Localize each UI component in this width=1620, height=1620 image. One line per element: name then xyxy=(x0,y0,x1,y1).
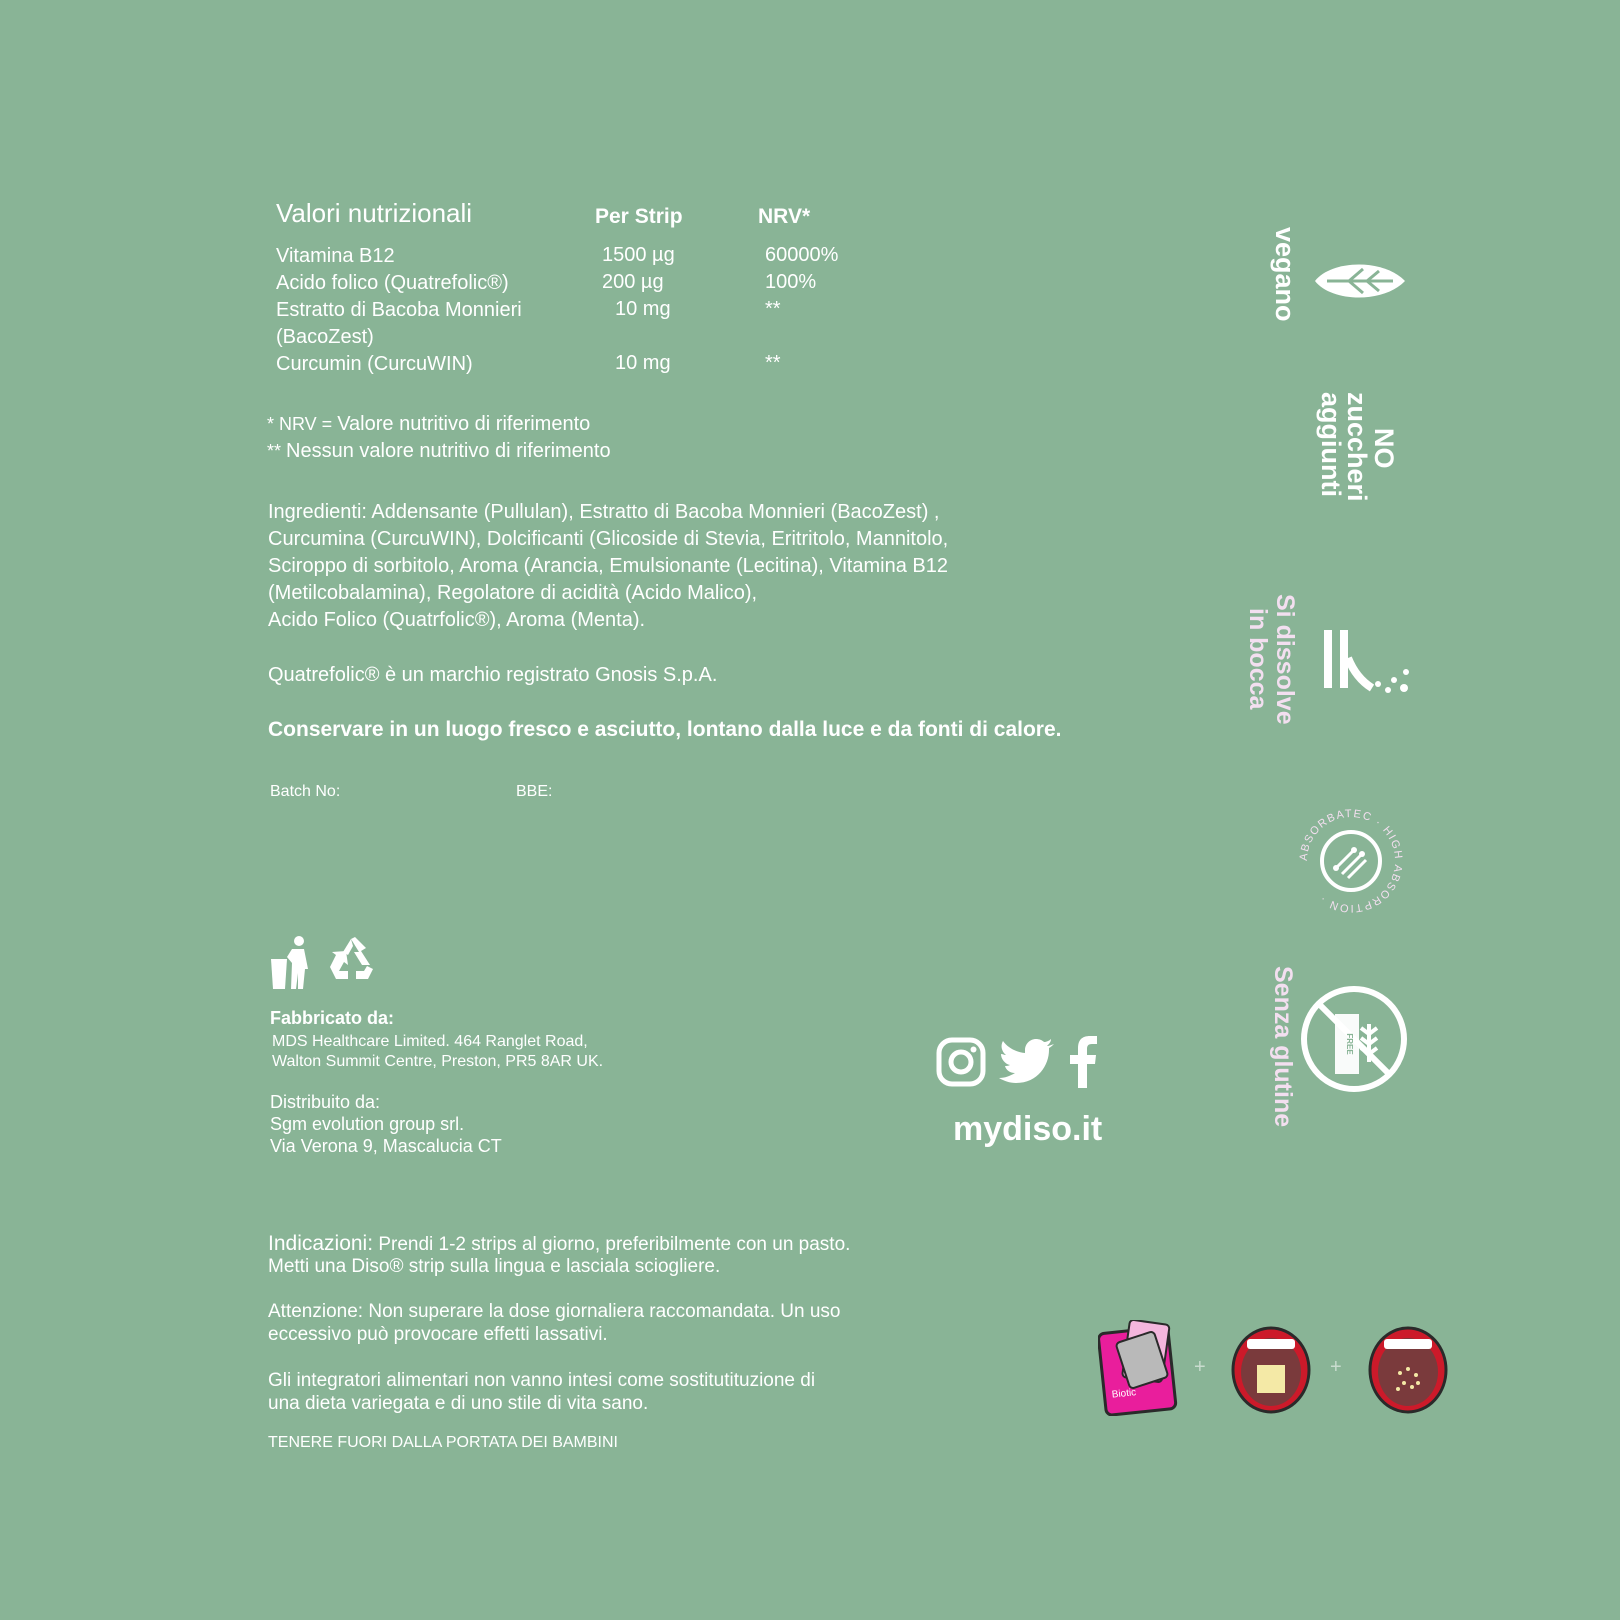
nutrient-nrv: 60000% xyxy=(765,244,839,266)
nutrient-strip: 1500 µg xyxy=(602,244,675,266)
nutrient-nrv: ** xyxy=(765,298,781,320)
facebook-icon[interactable] xyxy=(1068,1036,1098,1088)
twitter-icon[interactable] xyxy=(998,1038,1056,1086)
no-sugar-line: NO xyxy=(1369,428,1399,469)
plus-sign: + xyxy=(1194,1356,1206,1378)
free-tag: FREE xyxy=(1345,1033,1354,1055)
footnote-nrv xyxy=(267,413,590,436)
nutrient-nrv: ** xyxy=(765,352,781,374)
batch-label: Batch No: xyxy=(270,783,341,800)
directions xyxy=(268,1232,850,1256)
ingredients: Ingredienti: Addensante (Pullulan), Estratto di Bacoba Monnieri (BacoZest) , Curcumina (CurcuWIN), Dolcificanti (Glicoside di Stevia, Eritritolo, Mannitolo, Sciroppo di sorbitolo, Aroma (Arancia, Emulsionante (Lecitina), Vitamina B12 (Metilcobalamina), Regolatore di acidità (Acido Malico), Acido Folico (Quatrfolic®), Aroma (Menta). xyxy=(268,501,949,631)
absorbatec-icon xyxy=(1296,806,1406,916)
no-sugar-line: aggiunti xyxy=(1316,392,1346,497)
distributor-address: Via Verona 9, Mascalucia CT xyxy=(270,1136,502,1156)
mouth-strip-icon xyxy=(1231,1325,1311,1415)
col-nrv: NRV* xyxy=(758,205,811,228)
distributor-name: Sgm evolution group srl. xyxy=(270,1114,465,1134)
mouth-dissolved-icon xyxy=(1368,1325,1448,1415)
storage-note: Conservare in un luogo fresco e asciutto, lontano dalla luce e da fonti di calore. xyxy=(268,718,1062,741)
dissolve-icon xyxy=(1322,628,1412,694)
nutrient-name: Curcumin (CurcuWIN) xyxy=(276,353,473,375)
nutrient-strip: 10 mg xyxy=(615,352,671,374)
pack-label: Biotic xyxy=(1111,1387,1137,1401)
children-warning: TENERE FUORI DALLA PORTATA DEI BAMBINI xyxy=(268,1434,618,1451)
website-link[interactable]: mydiso.it xyxy=(953,1110,1103,1148)
strip-pack-icon xyxy=(1098,1320,1180,1416)
nutrient-nrv: 100% xyxy=(765,271,817,293)
distributor-label: Distribuito da: xyxy=(270,1092,381,1112)
absorbatec-ring-text: ABSORBATEC · HIGH ABSORPTION · xyxy=(1297,807,1405,915)
footnote-lead: ** xyxy=(267,441,287,461)
col-per-strip: Per Strip xyxy=(595,205,683,228)
disposal-icons xyxy=(270,935,376,990)
dissolve-line: in bocca xyxy=(1244,608,1272,710)
footnote-none xyxy=(267,440,611,463)
warning-text: Attenzione: Non superare la dose giornaliera raccomandata. Un uso eccessivo può provocare effetti lassativi. xyxy=(268,1301,841,1345)
bbe-label: BBE: xyxy=(516,783,553,800)
instagram-icon[interactable] xyxy=(936,1037,986,1087)
tidyman-icon xyxy=(270,935,312,990)
social-links xyxy=(936,1036,1098,1088)
leaf-icon xyxy=(1313,258,1407,304)
manufacturer-label: Fabbricato da: xyxy=(270,1008,395,1028)
nutrient-name: Acido folico (Quatrefolic®) xyxy=(276,272,509,294)
footnote-text: Valore nutritivo di riferimento xyxy=(337,413,591,435)
footnote-lead: * NRV = xyxy=(267,414,338,434)
gluten-free-label: Senza glutine xyxy=(1269,966,1297,1128)
usage-steps xyxy=(1098,1320,1448,1420)
nutrient-name: Estratto di Bacoba Monnieri xyxy=(276,299,522,321)
manufacturer-address: Walton Summit Centre, Preston, PR5 8AR UK. xyxy=(272,1053,604,1070)
plus-sign: + xyxy=(1330,1356,1342,1378)
recycle-icon xyxy=(326,935,376,985)
nutrient-name: Vitamina B12 xyxy=(276,245,395,267)
supplement-note: Gli integratori alimentari non vanno intesi come sostitutituzione di una dieta variegata e di uno stile di vita sano. xyxy=(268,1370,816,1414)
svg-text:ABSORBATEC · HIGH ABSORPTION · xyxy=(1298,808,1404,914)
trademark-note: Quatrefolic® è un marchio registrato Gnosis S.p.A. xyxy=(268,664,718,686)
manufacturer-address: MDS Healthcare Limited. 464 Ranglet Road, xyxy=(272,1033,588,1050)
gluten-free-icon xyxy=(1299,984,1409,1094)
nutrient-strip: 200 µg xyxy=(602,271,664,293)
no-sugar-line: zuccheri xyxy=(1342,392,1372,502)
nutrition-title: Valori nutrizionali xyxy=(276,198,473,228)
footnote-text: Nessun valore nutritivo di riferimento xyxy=(286,440,611,462)
dissolve-line: Si dissolve xyxy=(1271,594,1299,725)
nutrient-strip: 10 mg xyxy=(615,298,671,320)
vegan-label: vegano xyxy=(1270,227,1300,322)
directions-label: Indicazioni: xyxy=(268,1232,374,1255)
directions-text: Prendi 1-2 strips al giorno, preferibilmente con un pasto. xyxy=(373,1234,851,1255)
nutrient-name-cont: (BacoZest) xyxy=(276,326,374,348)
directions-text: Metti una Diso® strip sulla lingua e lasciala sciogliere. xyxy=(268,1256,721,1277)
